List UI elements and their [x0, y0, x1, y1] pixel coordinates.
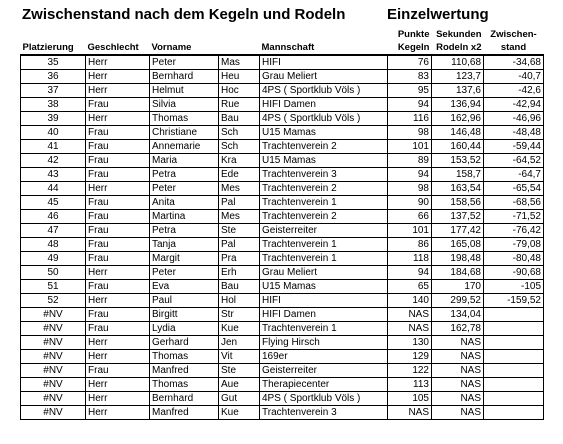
- mannschaft-cell: Geisterreiter: [260, 364, 388, 378]
- platzierung-cell: #NV: [21, 350, 86, 364]
- zwischenstand-cell: -90,68: [484, 266, 544, 280]
- zwischenstand-cell: -105: [484, 280, 544, 294]
- sekunden-cell: 162,78: [432, 322, 484, 336]
- col-header-punkte: Punkte: [397, 29, 430, 40]
- table-row: [21, 294, 544, 308]
- kuerzel-cell: Hoc: [219, 84, 260, 98]
- platzierung-cell: 52: [21, 294, 86, 308]
- table-row: [21, 406, 544, 420]
- geschlecht-cell: Frau: [86, 168, 150, 182]
- mannschaft-cell: Trachtenverein 3: [260, 406, 388, 420]
- geschlecht-cell: Herr: [86, 266, 150, 280]
- kuerzel-cell: Kue: [219, 406, 260, 420]
- kuerzel-cell: Kue: [219, 322, 260, 336]
- platzierung-cell: #NV: [21, 322, 86, 336]
- zwischenstand-cell: [484, 378, 544, 392]
- geschlecht-cell: Frau: [86, 196, 150, 210]
- vorname-cell: Thomas: [150, 378, 219, 392]
- punkte-cell: 122: [388, 364, 432, 378]
- table-row: [21, 70, 544, 84]
- sekunden-cell: NAS: [432, 406, 484, 420]
- geschlecht-cell: Herr: [86, 336, 150, 350]
- platzierung-cell: 48: [21, 238, 86, 252]
- zwischenstand-cell: [484, 392, 544, 406]
- mannschaft-cell: Trachtenverein 1: [260, 238, 388, 252]
- header-row-bottom: [21, 41, 544, 55]
- kuerzel-cell: Aue: [219, 378, 260, 392]
- mannschaft-cell: Grau Meliert: [260, 266, 388, 280]
- punkte-cell: 98: [388, 182, 432, 196]
- punkte-cell: NAS: [388, 322, 432, 336]
- table-row: [21, 98, 544, 112]
- platzierung-cell: #NV: [21, 392, 86, 406]
- table-row: [21, 280, 544, 294]
- kuerzel-cell: Bau: [219, 280, 260, 294]
- sekunden-cell: 158,56: [432, 196, 484, 210]
- col-header-kegeln: Kegeln: [388, 41, 432, 55]
- vorname-cell: Margit: [150, 252, 219, 266]
- geschlecht-cell: Herr: [86, 378, 150, 392]
- geschlecht-cell: Herr: [86, 350, 150, 364]
- vorname-cell: Christiane: [150, 126, 219, 140]
- geschlecht-cell: Frau: [86, 98, 150, 112]
- col-header-kuerzel: [219, 41, 260, 55]
- platzierung-cell: 39: [21, 112, 86, 126]
- table-row: [21, 252, 544, 266]
- platzierung-cell: 44: [21, 182, 86, 196]
- kuerzel-cell: Pra: [219, 252, 260, 266]
- zwischenstand-cell: -80,48: [484, 252, 544, 266]
- platzierung-cell: 42: [21, 154, 86, 168]
- mannschaft-cell: Trachtenverein 1: [260, 252, 388, 266]
- mannschaft-cell: HIFI Damen: [260, 98, 388, 112]
- geschlecht-cell: Herr: [86, 84, 150, 98]
- sekunden-cell: 160,44: [432, 140, 484, 154]
- col-header-vorname: Vorname: [150, 41, 219, 55]
- sekunden-cell: 134,04: [432, 308, 484, 322]
- mannschaft-cell: Trachtenverein 2: [260, 140, 388, 154]
- sekunden-cell: NAS: [432, 350, 484, 364]
- table-row: [21, 112, 544, 126]
- platzierung-cell: 46: [21, 210, 86, 224]
- kuerzel-cell: Kra: [219, 154, 260, 168]
- geschlecht-cell: Herr: [86, 294, 150, 308]
- vorname-cell: Peter: [150, 182, 219, 196]
- table-row: [21, 140, 544, 154]
- table-body: [21, 55, 544, 420]
- vorname-cell: Birgitt: [150, 308, 219, 322]
- sekunden-cell: 165,08: [432, 238, 484, 252]
- mannschaft-cell: 4PS ( Sportklub Völs ): [260, 392, 388, 406]
- table-row: [21, 84, 544, 98]
- zwischenstand-cell: -59,44: [484, 140, 544, 154]
- kuerzel-cell: Sch: [219, 126, 260, 140]
- col-header-zwischen: Zwischen-: [490, 29, 537, 40]
- kuerzel-cell: Ste: [219, 224, 260, 238]
- vorname-cell: Paul: [150, 294, 219, 308]
- kuerzel-cell: Ede: [219, 168, 260, 182]
- kuerzel-cell: Pal: [219, 196, 260, 210]
- platzierung-cell: 51: [21, 280, 86, 294]
- kuerzel-cell: Jen: [219, 336, 260, 350]
- vorname-cell: Peter: [150, 55, 219, 70]
- mannschaft-cell: Flying Hirsch: [260, 336, 388, 350]
- punkte-cell: 101: [388, 224, 432, 238]
- platzierung-cell: #NV: [21, 406, 86, 420]
- sekunden-cell: 170: [432, 280, 484, 294]
- vorname-cell: Bernhard: [150, 70, 219, 84]
- punkte-cell: 94: [388, 98, 432, 112]
- table-row: [21, 168, 544, 182]
- vorname-cell: Tanja: [150, 238, 219, 252]
- table-row: [21, 224, 544, 238]
- punkte-cell: 130: [388, 336, 432, 350]
- zwischenstand-cell: -71,52: [484, 210, 544, 224]
- geschlecht-cell: Frau: [86, 308, 150, 322]
- kuerzel-cell: Rue: [219, 98, 260, 112]
- header-row-top: [21, 28, 544, 41]
- platzierung-cell: #NV: [21, 308, 86, 322]
- table-row: [21, 364, 544, 378]
- vorname-cell: Bernhard: [150, 392, 219, 406]
- table-row: [21, 210, 544, 224]
- punkte-cell: 113: [388, 378, 432, 392]
- vorname-cell: Helmut: [150, 84, 219, 98]
- vorname-cell: Petra: [150, 168, 219, 182]
- platzierung-cell: 43: [21, 168, 86, 182]
- col-header-mannschaft: Mannschaft: [260, 41, 388, 55]
- vorname-cell: Annemarie: [150, 140, 219, 154]
- platzierung-cell: 41: [21, 140, 86, 154]
- platzierung-cell: 47: [21, 224, 86, 238]
- mannschaft-cell: Therapiecenter: [260, 378, 388, 392]
- zwischenstand-cell: -48,48: [484, 126, 544, 140]
- punkte-cell: 95: [388, 84, 432, 98]
- mannschaft-cell: Trachtenverein 1: [260, 322, 388, 336]
- kuerzel-cell: Bau: [219, 112, 260, 126]
- geschlecht-cell: Frau: [86, 252, 150, 266]
- platzierung-cell: 40: [21, 126, 86, 140]
- mannschaft-cell: Trachtenverein 1: [260, 196, 388, 210]
- platzierung-cell: 45: [21, 196, 86, 210]
- vorname-cell: Thomas: [150, 112, 219, 126]
- sekunden-cell: NAS: [432, 378, 484, 392]
- punkte-cell: 129: [388, 350, 432, 364]
- mannschaft-cell: U15 Mamas: [260, 280, 388, 294]
- sekunden-cell: 137,52: [432, 210, 484, 224]
- punkte-cell: 116: [388, 112, 432, 126]
- results-table: [20, 28, 544, 420]
- zwischenstand-cell: -159,52: [484, 294, 544, 308]
- geschlecht-cell: Frau: [86, 140, 150, 154]
- sekunden-cell: 299,52: [432, 294, 484, 308]
- table-row: [21, 196, 544, 210]
- mannschaft-cell: 169er: [260, 350, 388, 364]
- mannschaft-cell: U15 Mamas: [260, 154, 388, 168]
- vorname-cell: Silvia: [150, 98, 219, 112]
- geschlecht-cell: Frau: [86, 322, 150, 336]
- kuerzel-cell: Heu: [219, 70, 260, 84]
- zwischenstand-cell: -42,6: [484, 84, 544, 98]
- geschlecht-cell: Frau: [86, 224, 150, 238]
- zwischenstand-cell: [484, 322, 544, 336]
- kuerzel-cell: Ste: [219, 364, 260, 378]
- table-row: [21, 322, 544, 336]
- geschlecht-cell: Frau: [86, 280, 150, 294]
- punkte-cell: NAS: [388, 406, 432, 420]
- mannschaft-cell: Trachtenverein 2: [260, 210, 388, 224]
- geschlecht-cell: Herr: [86, 112, 150, 126]
- punkte-cell: 89: [388, 154, 432, 168]
- zwischenstand-cell: -34,68: [484, 55, 544, 70]
- mannschaft-cell: HIFI: [260, 55, 388, 70]
- punkte-cell: NAS: [388, 308, 432, 322]
- platzierung-cell: 50: [21, 266, 86, 280]
- table-row: [21, 182, 544, 196]
- geschlecht-cell: Herr: [86, 70, 150, 84]
- col-header-sekunden: Sekunden: [436, 29, 482, 40]
- kuerzel-cell: Mes: [219, 210, 260, 224]
- vorname-cell: Martina: [150, 210, 219, 224]
- sekunden-cell: 184,68: [432, 266, 484, 280]
- sekunden-cell: 146,48: [432, 126, 484, 140]
- punkte-cell: 86: [388, 238, 432, 252]
- mannschaft-cell: Geisterreiter: [260, 224, 388, 238]
- punkte-cell: 65: [388, 280, 432, 294]
- zwischenstand-cell: -40,7: [484, 70, 544, 84]
- zwischenstand-cell: [484, 336, 544, 350]
- sekunden-cell: 153,52: [432, 154, 484, 168]
- zwischenstand-cell: [484, 406, 544, 420]
- table-row: [21, 336, 544, 350]
- kuerzel-cell: Sch: [219, 140, 260, 154]
- platzierung-cell: 38: [21, 98, 86, 112]
- platzierung-cell: 35: [21, 55, 86, 70]
- sekunden-cell: 137,6: [432, 84, 484, 98]
- geschlecht-cell: Herr: [86, 182, 150, 196]
- mannschaft-cell: 4PS ( Sportklub Völs ): [260, 84, 388, 98]
- sekunden-cell: 163,54: [432, 182, 484, 196]
- col-header-platzierung: Platzierung: [21, 41, 86, 55]
- vorname-cell: Gerhard: [150, 336, 219, 350]
- sekunden-cell: 136,94: [432, 98, 484, 112]
- vorname-cell: Lydia: [150, 322, 219, 336]
- geschlecht-cell: Frau: [86, 238, 150, 252]
- vorname-cell: Petra: [150, 224, 219, 238]
- vorname-cell: Thomas: [150, 350, 219, 364]
- punkte-cell: 66: [388, 210, 432, 224]
- zwischenstand-cell: -64,7: [484, 168, 544, 182]
- punkte-cell: 90: [388, 196, 432, 210]
- vorname-cell: Maria: [150, 154, 219, 168]
- zwischenstand-cell: -68,56: [484, 196, 544, 210]
- punkte-cell: 101: [388, 140, 432, 154]
- platzierung-cell: #NV: [21, 378, 86, 392]
- platzierung-cell: #NV: [21, 364, 86, 378]
- geschlecht-cell: Frau: [86, 154, 150, 168]
- zwischenstand-cell: [484, 308, 544, 322]
- table-row: [21, 154, 544, 168]
- vorname-cell: Peter: [150, 266, 219, 280]
- vorname-cell: Manfred: [150, 364, 219, 378]
- table-row: [21, 308, 544, 322]
- mannschaft-cell: U15 Mamas: [260, 126, 388, 140]
- zwischenstand-cell: -65,54: [484, 182, 544, 196]
- kuerzel-cell: Gut: [219, 392, 260, 406]
- kuerzel-cell: Mas: [219, 55, 260, 70]
- mannschaft-cell: Grau Meliert: [260, 70, 388, 84]
- kuerzel-cell: Erh: [219, 266, 260, 280]
- platzierung-cell: 49: [21, 252, 86, 266]
- table-row: [21, 350, 544, 364]
- kuerzel-cell: Pal: [219, 238, 260, 252]
- table-row: [21, 238, 544, 252]
- mannschaft-cell: HIFI Damen: [260, 308, 388, 322]
- platzierung-cell: #NV: [21, 336, 86, 350]
- sekunden-cell: 177,42: [432, 224, 484, 238]
- zwischenstand-cell: -42,94: [484, 98, 544, 112]
- sekunden-cell: 162,96: [432, 112, 484, 126]
- punkte-cell: 83: [388, 70, 432, 84]
- zwischenstand-cell: -64,52: [484, 154, 544, 168]
- sekunden-cell: 198,48: [432, 252, 484, 266]
- sekunden-cell: 158,7: [432, 168, 484, 182]
- punkte-cell: 94: [388, 168, 432, 182]
- punkte-cell: 94: [388, 266, 432, 280]
- mannschaft-cell: Trachtenverein 2: [260, 182, 388, 196]
- zwischenstand-cell: -76,42: [484, 224, 544, 238]
- col-header-rodeln: Rodeln x2: [432, 41, 484, 55]
- geschlecht-cell: Frau: [86, 364, 150, 378]
- platzierung-cell: 36: [21, 70, 86, 84]
- punkte-cell: 76: [388, 55, 432, 70]
- col-header-geschlecht: Geschlecht: [86, 41, 150, 55]
- geschlecht-cell: Herr: [86, 406, 150, 420]
- punkte-cell: 98: [388, 126, 432, 140]
- vorname-cell: Eva: [150, 280, 219, 294]
- kuerzel-cell: Str: [219, 308, 260, 322]
- zwischenstand-cell: [484, 364, 544, 378]
- kuerzel-cell: Mes: [219, 182, 260, 196]
- geschlecht-cell: Herr: [86, 55, 150, 70]
- punkte-cell: 105: [388, 392, 432, 406]
- geschlecht-cell: Frau: [86, 126, 150, 140]
- table-row: [21, 378, 544, 392]
- sekunden-cell: NAS: [432, 392, 484, 406]
- section-title: Einzelwertung: [387, 6, 489, 23]
- punkte-cell: 140: [388, 294, 432, 308]
- sekunden-cell: 123,7: [432, 70, 484, 84]
- page-title: Zwischenstand nach dem Kegeln und Rodeln: [22, 6, 346, 23]
- zwischenstand-cell: [484, 350, 544, 364]
- geschlecht-cell: Frau: [86, 210, 150, 224]
- kuerzel-cell: Hol: [219, 294, 260, 308]
- mannschaft-cell: Trachtenverein 3: [260, 168, 388, 182]
- zwischenstand-cell: -79,08: [484, 238, 544, 252]
- mannschaft-cell: HIFI: [260, 294, 388, 308]
- kuerzel-cell: Vit: [219, 350, 260, 364]
- sekunden-cell: NAS: [432, 336, 484, 350]
- table-row: [21, 126, 544, 140]
- zwischenstand-cell: -46,96: [484, 112, 544, 126]
- table-row: [21, 266, 544, 280]
- table-row: [21, 55, 544, 70]
- vorname-cell: Manfred: [150, 406, 219, 420]
- platzierung-cell: 37: [21, 84, 86, 98]
- punkte-cell: 118: [388, 252, 432, 266]
- geschlecht-cell: Herr: [86, 392, 150, 406]
- sekunden-cell: 110,68: [432, 55, 484, 70]
- table-row: [21, 392, 544, 406]
- mannschaft-cell: 4PS ( Sportklub Völs ): [260, 112, 388, 126]
- sekunden-cell: NAS: [432, 364, 484, 378]
- col-header-stand: stand: [484, 41, 544, 55]
- vorname-cell: Anita: [150, 196, 219, 210]
